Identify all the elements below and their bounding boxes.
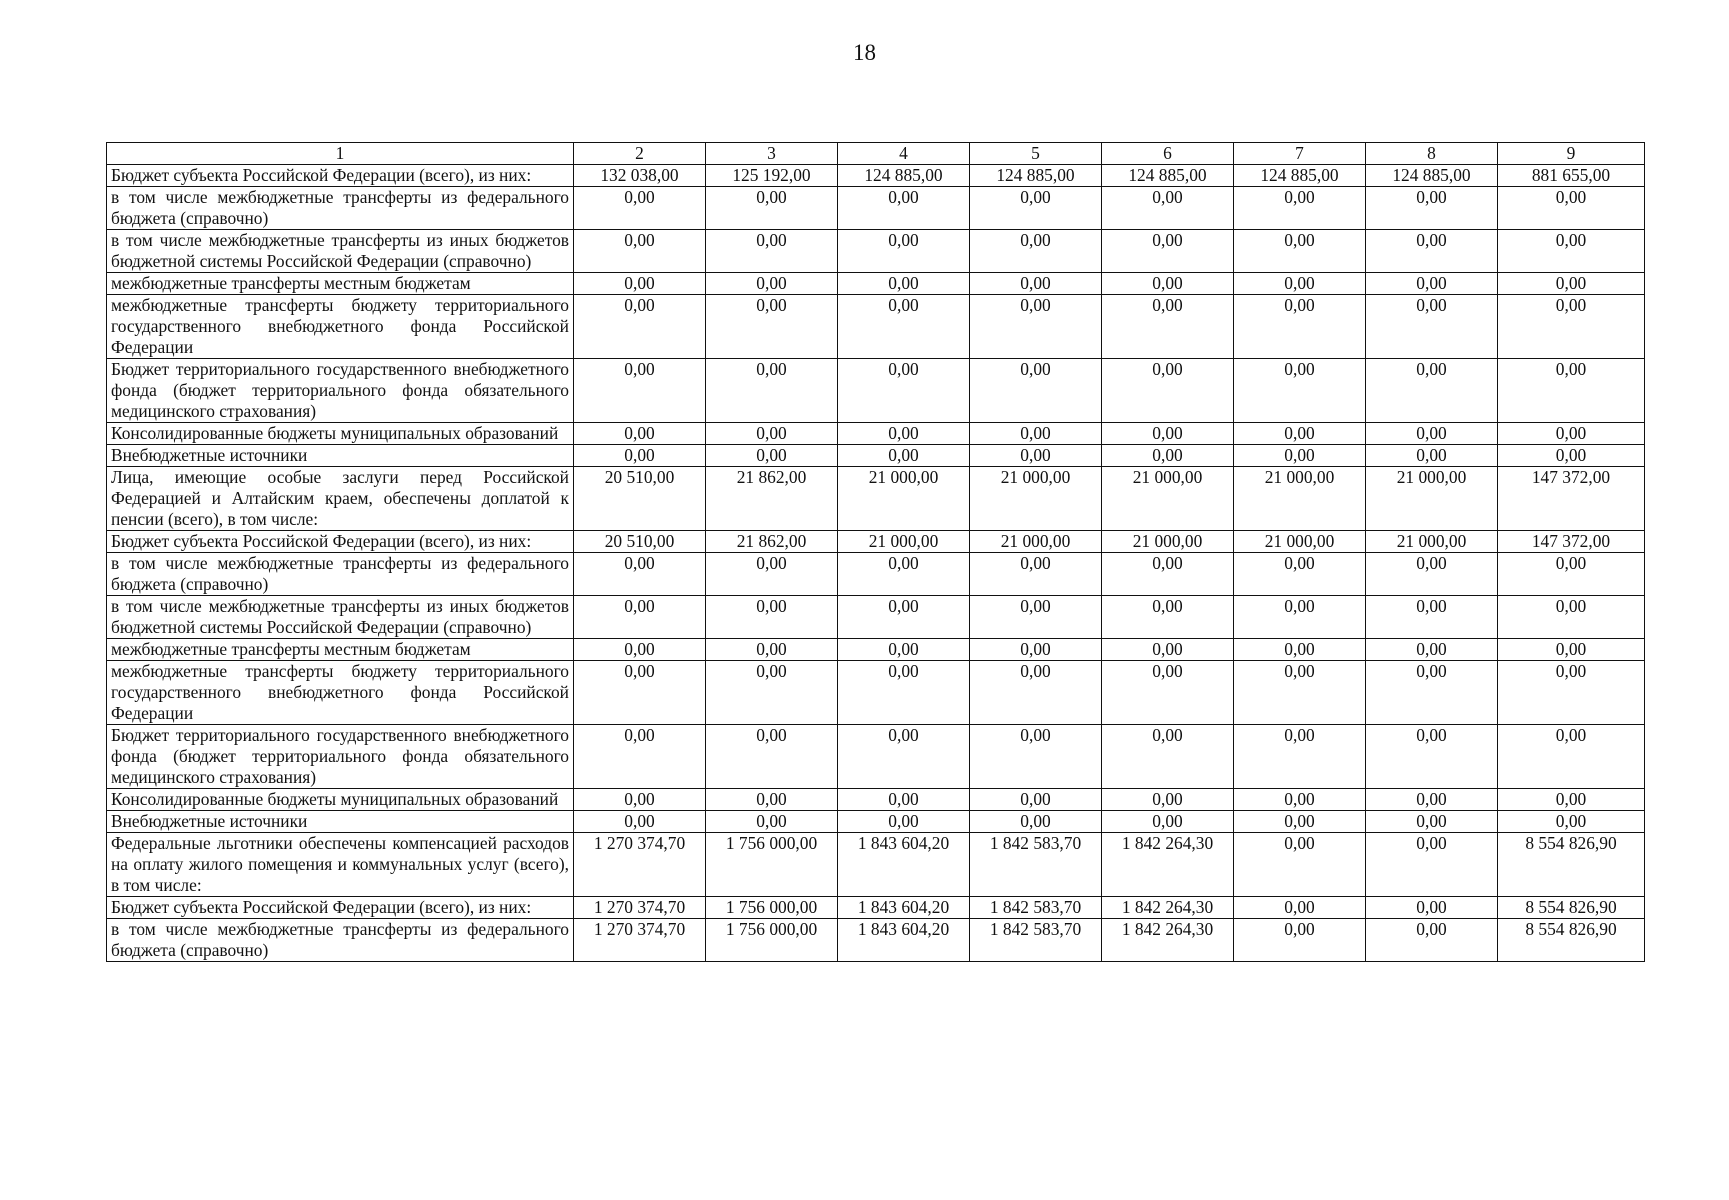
table-row	[107, 165, 1645, 187]
row-label: в том числе межбюджетные трансферты из федерального бюджета (справочно)	[107, 187, 574, 230]
value-cell: 1 842 583,70	[970, 833, 1102, 897]
row-label: межбюджетные трансферты бюджету территориального государственного внебюджетного фонда Российской Федерации	[107, 295, 574, 359]
value-cell: 21 862,00	[706, 467, 838, 531]
value-cell: 0,00	[1366, 295, 1498, 359]
value-cell: 0,00	[1498, 639, 1645, 661]
value-cell: 0,00	[838, 445, 970, 467]
value-cell: 0,00	[1498, 187, 1645, 230]
value-cell: 0,00	[574, 230, 706, 273]
value-cell: 0,00	[1234, 359, 1366, 423]
value-cell: 0,00	[1234, 187, 1366, 230]
row-label: Лица, имеющие особые заслуги перед Российской Федерацией и Алтайским краем, обеспечены доплатой к пенсии (всего), в том числе:	[107, 467, 574, 531]
value-cell: 8 554 826,90	[1498, 833, 1645, 897]
page-number: 18	[853, 40, 876, 65]
value-cell: 147 372,00	[1498, 467, 1645, 531]
budget-table	[106, 142, 1645, 962]
value-cell: 0,00	[1366, 359, 1498, 423]
table-row	[107, 639, 1645, 661]
value-cell: 0,00	[1498, 811, 1645, 833]
value-cell: 124 885,00	[970, 165, 1102, 187]
value-cell: 0,00	[1366, 596, 1498, 639]
value-cell: 0,00	[838, 295, 970, 359]
value-cell: 1 842 583,70	[970, 897, 1102, 919]
value-cell: 0,00	[1498, 596, 1645, 639]
value-cell: 21 000,00	[838, 531, 970, 553]
value-cell: 0,00	[574, 639, 706, 661]
value-cell: 0,00	[706, 230, 838, 273]
value-cell: 1 843 604,20	[838, 919, 970, 962]
row-label: Внебюджетные источники	[107, 811, 574, 833]
value-cell: 0,00	[1234, 596, 1366, 639]
value-cell: 0,00	[970, 230, 1102, 273]
value-cell: 0,00	[1102, 359, 1234, 423]
value-cell: 0,00	[838, 187, 970, 230]
value-cell: 0,00	[1102, 295, 1234, 359]
value-cell: 0,00	[1366, 230, 1498, 273]
table-row	[107, 445, 1645, 467]
value-cell: 0,00	[838, 661, 970, 725]
value-cell: 0,00	[1102, 789, 1234, 811]
value-cell: 0,00	[1366, 833, 1498, 897]
value-cell: 1 842 264,30	[1102, 833, 1234, 897]
row-label: межбюджетные трансферты местным бюджетам	[107, 273, 574, 295]
table-row	[107, 295, 1645, 359]
value-cell: 21 000,00	[1234, 467, 1366, 531]
value-cell: 0,00	[574, 553, 706, 596]
row-label: Бюджет субъекта Российской Федерации (всего), из них:	[107, 531, 574, 553]
value-cell: 0,00	[1102, 596, 1234, 639]
value-cell: 0,00	[1234, 423, 1366, 445]
value-cell: 0,00	[706, 789, 838, 811]
value-cell: 0,00	[1102, 811, 1234, 833]
value-cell: 20 510,00	[574, 467, 706, 531]
value-cell: 0,00	[1102, 230, 1234, 273]
value-cell: 0,00	[706, 187, 838, 230]
value-cell: 0,00	[838, 789, 970, 811]
column-header: 4	[838, 143, 970, 165]
value-cell: 0,00	[1234, 833, 1366, 897]
value-cell: 0,00	[1366, 661, 1498, 725]
value-cell: 0,00	[1234, 811, 1366, 833]
value-cell: 0,00	[970, 273, 1102, 295]
value-cell: 0,00	[1234, 553, 1366, 596]
value-cell: 0,00	[1498, 553, 1645, 596]
value-cell: 0,00	[838, 596, 970, 639]
value-cell: 0,00	[574, 423, 706, 445]
row-label: межбюджетные трансферты бюджету территориального государственного внебюджетного фонда Российской Федерации	[107, 661, 574, 725]
value-cell: 124 885,00	[1234, 165, 1366, 187]
value-cell: 0,00	[706, 553, 838, 596]
value-cell: 0,00	[970, 811, 1102, 833]
column-header: 3	[706, 143, 838, 165]
value-cell: 0,00	[1102, 445, 1234, 467]
value-cell: 147 372,00	[1498, 531, 1645, 553]
value-cell: 0,00	[1102, 661, 1234, 725]
row-label: в том числе межбюджетные трансферты из федерального бюджета (справочно)	[107, 919, 574, 962]
column-header: 5	[970, 143, 1102, 165]
value-cell: 1 270 374,70	[574, 833, 706, 897]
value-cell: 0,00	[574, 295, 706, 359]
value-cell: 21 000,00	[1102, 467, 1234, 531]
value-cell: 0,00	[1366, 445, 1498, 467]
value-cell: 0,00	[970, 187, 1102, 230]
value-cell: 0,00	[1102, 553, 1234, 596]
column-header: 7	[1234, 143, 1366, 165]
table-row	[107, 531, 1645, 553]
row-label: Федеральные льготники обеспечены компенсацией расходов на оплату жилого помещения и коммунальных услуг (всего), в том числе:	[107, 833, 574, 897]
value-cell: 0,00	[970, 596, 1102, 639]
value-cell: 0,00	[1366, 789, 1498, 811]
row-label: Бюджет территориального государственного внебюджетного фонда (бюджет территориального фонда обязательного медицинского страхования)	[107, 725, 574, 789]
value-cell: 21 000,00	[1234, 531, 1366, 553]
row-label: межбюджетные трансферты местным бюджетам	[107, 639, 574, 661]
value-cell: 0,00	[1234, 639, 1366, 661]
value-cell: 1 270 374,70	[574, 919, 706, 962]
value-cell: 21 862,00	[706, 531, 838, 553]
value-cell: 0,00	[574, 661, 706, 725]
value-cell: 0,00	[706, 423, 838, 445]
table-row	[107, 789, 1645, 811]
value-cell: 0,00	[1498, 359, 1645, 423]
value-cell: 21 000,00	[838, 467, 970, 531]
value-cell: 1 756 000,00	[706, 833, 838, 897]
value-cell: 0,00	[1498, 295, 1645, 359]
header-row	[107, 143, 1645, 165]
value-cell: 8 554 826,90	[1498, 897, 1645, 919]
value-cell: 0,00	[1102, 423, 1234, 445]
value-cell: 0,00	[1102, 273, 1234, 295]
value-cell: 21 000,00	[970, 467, 1102, 531]
table-row	[107, 553, 1645, 596]
value-cell: 0,00	[706, 661, 838, 725]
value-cell: 0,00	[1366, 273, 1498, 295]
value-cell: 0,00	[1366, 187, 1498, 230]
value-cell: 0,00	[1234, 230, 1366, 273]
value-cell: 0,00	[1366, 553, 1498, 596]
value-cell: 1 270 374,70	[574, 897, 706, 919]
value-cell: 0,00	[706, 725, 838, 789]
value-cell: 0,00	[970, 661, 1102, 725]
value-cell: 21 000,00	[970, 531, 1102, 553]
value-cell: 132 038,00	[574, 165, 706, 187]
value-cell: 0,00	[1234, 897, 1366, 919]
value-cell: 0,00	[1234, 273, 1366, 295]
value-cell: 0,00	[1102, 187, 1234, 230]
value-cell: 0,00	[574, 789, 706, 811]
value-cell: 0,00	[574, 596, 706, 639]
value-cell: 1 756 000,00	[706, 919, 838, 962]
value-cell: 0,00	[838, 359, 970, 423]
value-cell: 0,00	[1498, 423, 1645, 445]
value-cell: 0,00	[970, 445, 1102, 467]
value-cell: 0,00	[1234, 789, 1366, 811]
table-row	[107, 596, 1645, 639]
value-cell: 0,00	[1498, 661, 1645, 725]
table-row	[107, 919, 1645, 962]
value-cell: 1 842 264,30	[1102, 897, 1234, 919]
row-label: Внебюджетные источники	[107, 445, 574, 467]
table-row	[107, 897, 1645, 919]
value-cell: 0,00	[970, 553, 1102, 596]
value-cell: 0,00	[1234, 295, 1366, 359]
value-cell: 0,00	[1366, 725, 1498, 789]
table-row	[107, 661, 1645, 725]
value-cell: 21 000,00	[1366, 531, 1498, 553]
value-cell: 1 842 583,70	[970, 919, 1102, 962]
column-header: 9	[1498, 143, 1645, 165]
value-cell: 0,00	[838, 230, 970, 273]
value-cell: 124 885,00	[1366, 165, 1498, 187]
value-cell: 0,00	[574, 187, 706, 230]
value-cell: 0,00	[1366, 897, 1498, 919]
value-cell: 1 843 604,20	[838, 897, 970, 919]
value-cell: 0,00	[706, 295, 838, 359]
value-cell: 0,00	[574, 725, 706, 789]
value-cell: 0,00	[1234, 661, 1366, 725]
row-label: Бюджет субъекта Российской Федерации (всего), из них:	[107, 897, 574, 919]
value-cell: 21 000,00	[1102, 531, 1234, 553]
column-header: 8	[1366, 143, 1498, 165]
table-row	[107, 423, 1645, 445]
table-row	[107, 725, 1645, 789]
row-label: в том числе межбюджетные трансферты из федерального бюджета (справочно)	[107, 553, 574, 596]
value-cell: 20 510,00	[574, 531, 706, 553]
value-cell: 0,00	[970, 423, 1102, 445]
column-header: 2	[574, 143, 706, 165]
row-label: Бюджет территориального государственного внебюджетного фонда (бюджет территориального фонда обязательного медицинского страхования)	[107, 359, 574, 423]
value-cell: 0,00	[1102, 639, 1234, 661]
value-cell: 0,00	[1102, 725, 1234, 789]
value-cell: 0,00	[706, 445, 838, 467]
value-cell: 1 756 000,00	[706, 897, 838, 919]
value-cell: 0,00	[970, 359, 1102, 423]
value-cell: 0,00	[706, 273, 838, 295]
value-cell: 0,00	[1366, 919, 1498, 962]
value-cell: 1 843 604,20	[838, 833, 970, 897]
table-row	[107, 467, 1645, 531]
table-row	[107, 273, 1645, 295]
value-cell: 0,00	[838, 639, 970, 661]
table-row	[107, 359, 1645, 423]
value-cell: 0,00	[574, 811, 706, 833]
table-row	[107, 833, 1645, 897]
value-cell: 0,00	[1366, 423, 1498, 445]
value-cell: 21 000,00	[1366, 467, 1498, 531]
value-cell: 0,00	[1366, 639, 1498, 661]
value-cell: 0,00	[970, 725, 1102, 789]
value-cell: 0,00	[706, 639, 838, 661]
value-cell: 124 885,00	[1102, 165, 1234, 187]
table-row	[107, 811, 1645, 833]
value-cell: 0,00	[838, 811, 970, 833]
value-cell: 0,00	[1366, 811, 1498, 833]
value-cell: 0,00	[838, 273, 970, 295]
value-cell: 8 554 826,90	[1498, 919, 1645, 962]
value-cell: 1 842 264,30	[1102, 919, 1234, 962]
value-cell: 0,00	[838, 553, 970, 596]
value-cell: 0,00	[838, 725, 970, 789]
column-header: 1	[107, 143, 574, 165]
value-cell: 0,00	[574, 359, 706, 423]
value-cell: 0,00	[574, 445, 706, 467]
table-row	[107, 187, 1645, 230]
row-label: Бюджет субъекта Российской Федерации (всего), из них:	[107, 165, 574, 187]
value-cell: 0,00	[970, 789, 1102, 811]
value-cell: 0,00	[970, 295, 1102, 359]
value-cell: 881 655,00	[1498, 165, 1645, 187]
value-cell: 0,00	[574, 273, 706, 295]
value-cell: 0,00	[1498, 273, 1645, 295]
value-cell: 0,00	[706, 811, 838, 833]
value-cell: 0,00	[970, 639, 1102, 661]
value-cell: 0,00	[1498, 789, 1645, 811]
row-label: Консолидированные бюджеты муниципальных образований	[107, 423, 574, 445]
value-cell: 0,00	[1234, 919, 1366, 962]
value-cell: 0,00	[706, 359, 838, 423]
value-cell: 0,00	[1234, 445, 1366, 467]
value-cell: 0,00	[1498, 230, 1645, 273]
value-cell: 0,00	[1234, 725, 1366, 789]
value-cell: 124 885,00	[838, 165, 970, 187]
row-label: в том числе межбюджетные трансферты из иных бюджетов бюджетной системы Российской Федерации (справочно)	[107, 230, 574, 273]
row-label: в том числе межбюджетные трансферты из иных бюджетов бюджетной системы Российской Федерации (справочно)	[107, 596, 574, 639]
column-header: 6	[1102, 143, 1234, 165]
table-row	[107, 230, 1645, 273]
value-cell: 0,00	[1498, 445, 1645, 467]
value-cell: 0,00	[838, 423, 970, 445]
value-cell: 0,00	[1498, 725, 1645, 789]
value-cell: 125 192,00	[706, 165, 838, 187]
value-cell: 0,00	[706, 596, 838, 639]
row-label: Консолидированные бюджеты муниципальных образований	[107, 789, 574, 811]
